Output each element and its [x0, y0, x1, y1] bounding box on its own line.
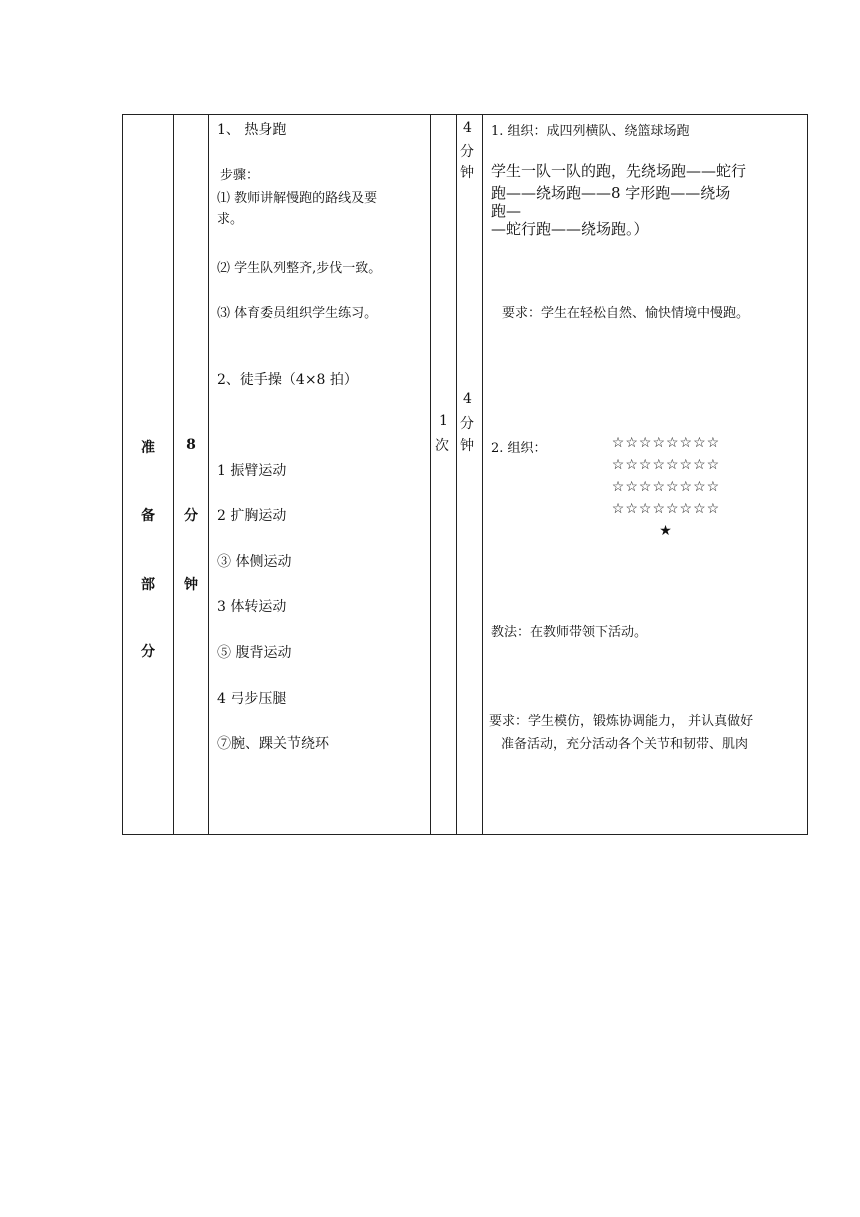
minutes-char: 钟	[460, 438, 474, 454]
student-row: ☆☆☆☆☆☆☆☆	[611, 435, 721, 451]
time-char: 8	[186, 437, 196, 453]
minutes-char: 分	[460, 144, 474, 160]
steps-label: 步骤：	[220, 168, 260, 183]
column-divider	[208, 115, 209, 834]
formation-diagram	[578, 432, 754, 542]
time-char: 分	[184, 508, 198, 524]
exercise-item: 4 弓步压腿	[217, 691, 287, 707]
run-route-line: 学生一队一队的跑，先绕场跑——蛇行	[491, 162, 747, 180]
exercise-item: 1 振臂运动	[217, 463, 287, 479]
exercise-item: ⑤ 腹背运动	[217, 645, 292, 661]
warmup-title: 1、 热身跑	[217, 122, 287, 138]
minutes-char: 钟	[460, 165, 474, 181]
minutes-char: 4	[463, 391, 472, 407]
times-unit: 次	[435, 438, 449, 454]
exercise-item: ③ 体侧运动	[217, 554, 292, 570]
times-number: 1	[439, 413, 448, 429]
section-char: 准	[141, 440, 155, 456]
run-route-line: 跑——绕场跑——8 字形跑——绕场	[491, 184, 731, 202]
run-route-line: —蛇行跑——绕场跑。）	[491, 220, 649, 238]
step-1: ⑴ 教师讲解慢跑的路线及要	[217, 191, 378, 206]
run-route-line: 跑—	[491, 202, 522, 220]
step-3: ⑶ 体育委员组织学生练习。	[217, 306, 378, 321]
minutes-char: 4	[463, 120, 472, 136]
section-char: 部	[141, 577, 155, 593]
exercise-item: 3 体转运动	[217, 599, 287, 615]
teaching-method: 教法：在教师带领下活动。	[491, 625, 648, 640]
organization-2: 2. 组织：	[491, 441, 547, 456]
student-row: ☆☆☆☆☆☆☆☆	[611, 457, 721, 473]
student-row: ☆☆☆☆☆☆☆☆	[611, 479, 721, 495]
requirement-1: 要求：学生在轻松自然、愉快情境中慢跑。	[502, 306, 750, 321]
requirement-2-cont: 准备活动，充分活动各个关节和韧带、肌肉	[501, 737, 749, 752]
minutes-char: 分	[460, 416, 474, 432]
time-char: 钟	[184, 577, 198, 593]
column-divider	[430, 115, 431, 834]
step-2: ⑵ 学生队列整齐,步伐一致。	[217, 261, 382, 276]
section-char: 分	[141, 644, 155, 660]
exercise-item: 2 扩胸运动	[217, 508, 287, 524]
requirement-2: 要求：学生模仿，锻炼协调能力， 并认真做好	[489, 714, 754, 729]
student-row: ☆☆☆☆☆☆☆☆	[611, 501, 721, 517]
exercise-title: 2、徒手操（4×8 拍）	[217, 372, 358, 388]
exercise-item: ⑦腕、踝关节绕环	[217, 736, 329, 752]
step-1-cont: 求。	[217, 212, 244, 227]
section-char: 备	[141, 508, 155, 524]
column-divider	[482, 115, 483, 834]
lesson-plan-table	[122, 114, 808, 835]
column-divider	[456, 115, 457, 834]
organization-1: 1. 组织：成四列横队、绕篮球场跑	[491, 124, 690, 139]
column-divider	[173, 115, 174, 834]
teacher-star-icon: ★	[659, 523, 673, 539]
